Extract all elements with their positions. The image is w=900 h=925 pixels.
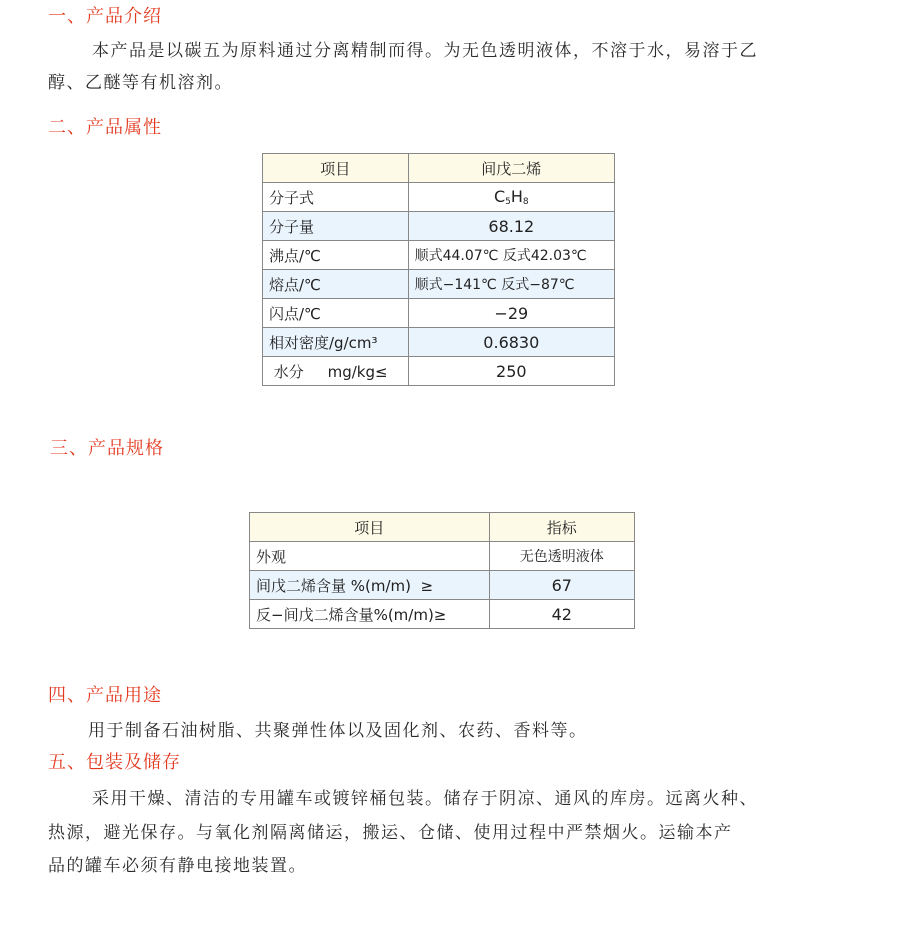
packaging-paragraph-line-2: 热源，避光保存。与氧化剂隔离储运，搬运、仓储、使用过程中严禁烟火。运输本产 <box>48 823 733 843</box>
table-header-cell: 指标 <box>489 513 634 542</box>
table-row <box>263 241 615 270</box>
spec-label: 反−间戊二烯含量%(m/m)≥ <box>250 600 490 629</box>
section-heading-intro: 一、产品介绍 <box>48 6 162 27</box>
property-value: 0.6830 <box>408 328 614 357</box>
table-row <box>263 357 615 386</box>
table-row <box>263 183 615 212</box>
table-row <box>250 571 635 600</box>
property-label: 熔点/℃ <box>263 270 409 299</box>
property-label: 相对密度/g/cm³ <box>263 328 409 357</box>
property-label: 闪点/℃ <box>263 299 409 328</box>
property-label: 分子量 <box>263 212 409 241</box>
section-heading-properties: 二、产品属性 <box>48 117 162 138</box>
property-value: −29 <box>408 299 614 328</box>
properties-table <box>262 153 615 386</box>
property-value: 68.12 <box>408 212 614 241</box>
spec-label: 外观 <box>250 542 490 571</box>
table-header-cell: 间戊二烯 <box>408 154 614 183</box>
section-heading-specs: 三、产品规格 <box>50 438 164 459</box>
section-heading-packaging: 五、包装及储存 <box>48 752 181 773</box>
section-heading-uses: 四、产品用途 <box>48 685 162 706</box>
uses-paragraph: 用于制备石油树脂、共聚弹性体以及固化剂、农药、香料等。 <box>88 721 588 741</box>
table-header-cell: 项目 <box>250 513 490 542</box>
spec-value: 67 <box>489 571 634 600</box>
property-value: 顺式44.07℃ 反式42.03℃ <box>408 241 614 270</box>
table-header-row <box>250 513 635 542</box>
table-row <box>250 600 635 629</box>
intro-paragraph-line-1: 本产品是以碳五为原料通过分离精制而得。为无色透明液体，不溶于水，易溶于乙 <box>92 41 758 61</box>
formula-h: H <box>510 187 523 206</box>
formula-c: C <box>493 187 506 206</box>
table-row <box>263 212 615 241</box>
formula-c-sub: 5 <box>505 197 511 207</box>
intro-paragraph-line-2: 醇、乙醚等有机溶剂。 <box>48 73 233 93</box>
property-label: 分子式 <box>263 183 409 212</box>
specs-table <box>249 512 635 629</box>
property-label: 水分 mg/kg≤ <box>263 357 409 386</box>
table-row <box>263 299 615 328</box>
packaging-paragraph-line-3: 品的罐车必须有静电接地装置。 <box>48 856 307 876</box>
property-label: 沸点/℃ <box>263 241 409 270</box>
table-row <box>250 542 635 571</box>
packaging-paragraph-line-1: 采用干燥、清洁的专用罐车或镀锌桶包装。储存于阴凉、通风的库房。远离火种、 <box>92 789 758 809</box>
table-row <box>263 270 615 299</box>
table-header-cell: 项目 <box>263 154 409 183</box>
table-row <box>263 328 615 357</box>
property-value: 顺式−141℃ 反式−87℃ <box>408 270 614 299</box>
spec-label: 间戊二烯含量 %(m/m) ≥ <box>250 571 490 600</box>
property-value: 250 <box>408 357 614 386</box>
property-value-formula <box>408 183 614 212</box>
formula-h-sub: 8 <box>522 197 529 207</box>
spec-value: 无色透明液体 <box>489 542 634 571</box>
table-header-row <box>263 154 615 183</box>
spec-value: 42 <box>489 600 634 629</box>
